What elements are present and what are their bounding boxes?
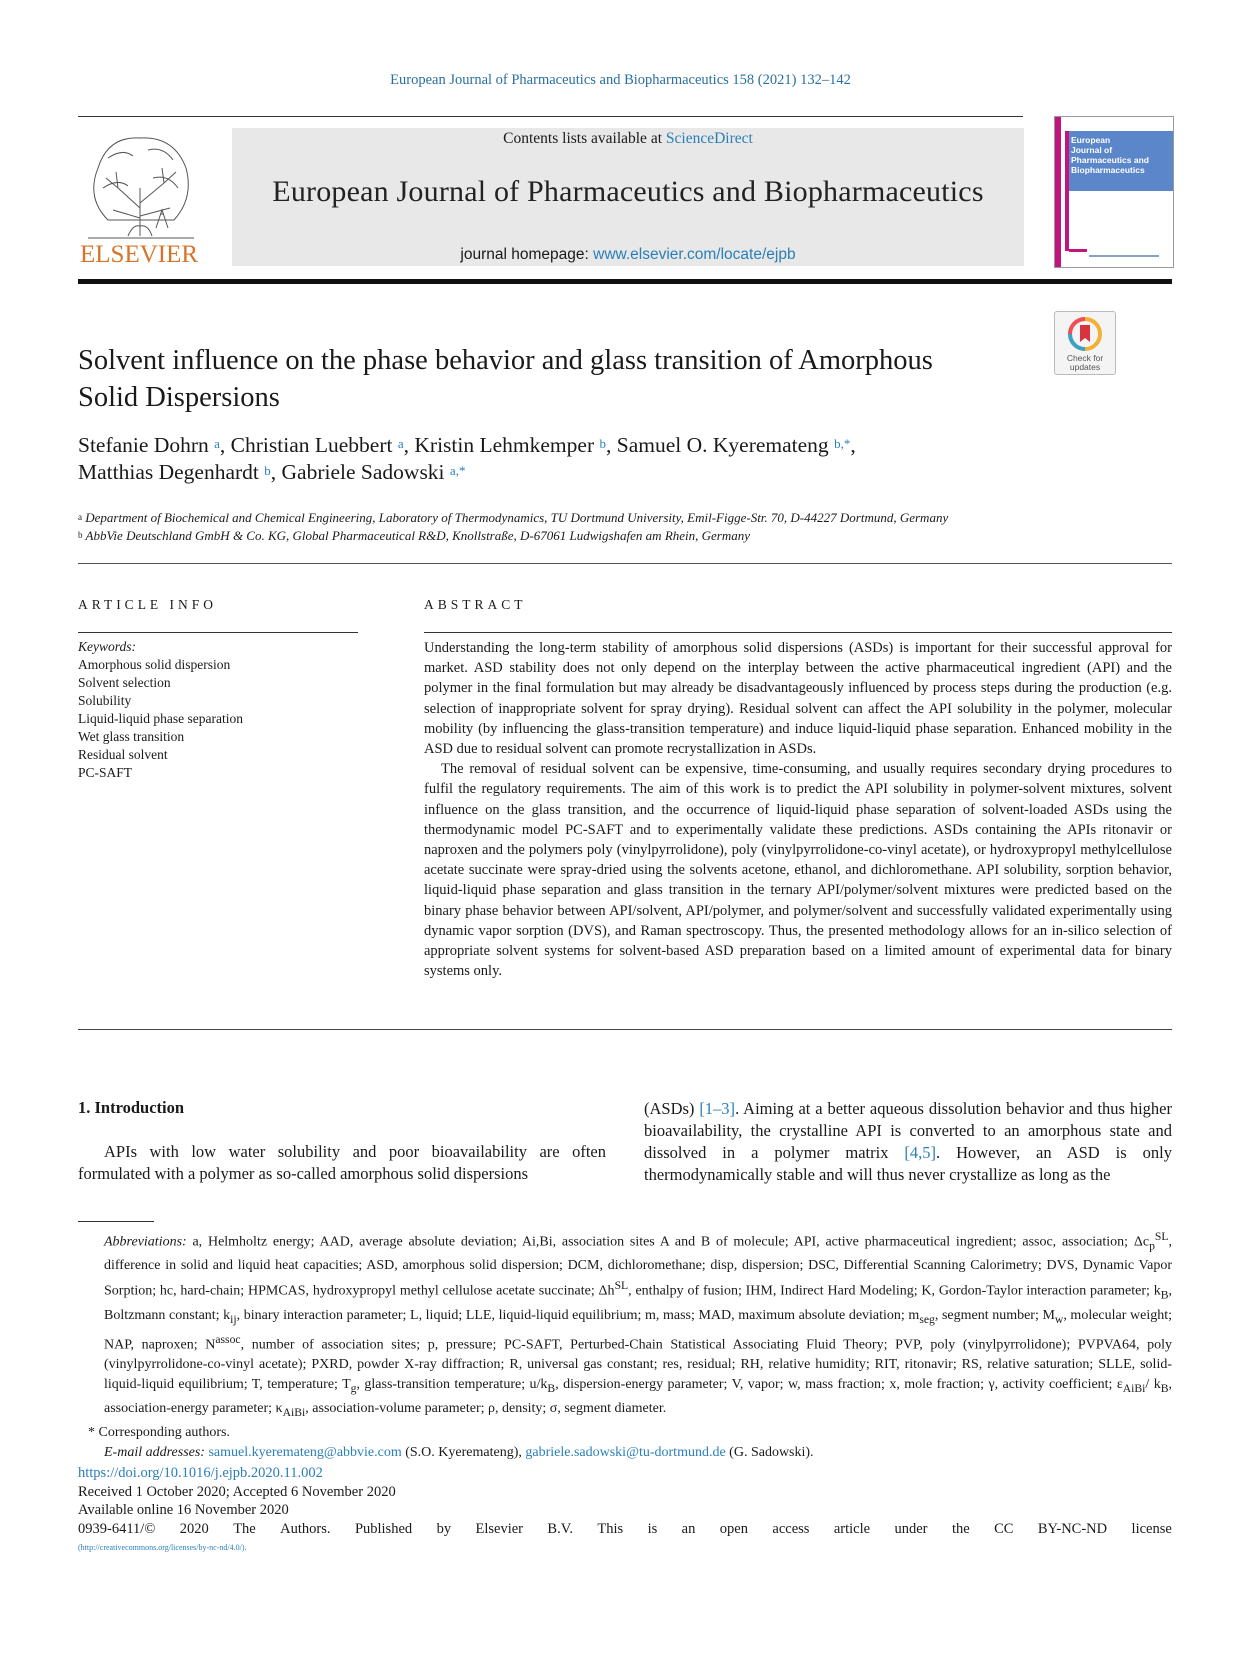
affiliation-text: Department of Biochemical and Chemical Engineering, Laboratory of Thermodynamics, TU Dortmund University, Emil-Figge-Str. 70, D-44227 Dortmund, Germany <box>85 510 949 525</box>
keyword-item: Liquid-liquid phase separation <box>78 711 243 726</box>
license-word: The <box>233 1521 256 1538</box>
abstract-paragraph-2: The removal of residual solvent can be expensive, time-consuming, and usually requires secondary drying procedures to fulfil the regulatory requirements. The aim of this work is to predict the API solubility in polymer-solvent mixtures, solvent influence on the glass transition, and the occurrence of liquid-liquid phase separation of solvent-loaded ASDs using the thermodynamic model PC-SAFT and to experimentally validate these predictions. ASDs containing the APIs ritonavir or naproxen and the polymers poly (vinylpyrrolidone), poly (vinylpyrrolidone-co-vinyl acetate), or hydroxypropyl methylcellulose acetate succinate were spray-dried using the solvents acetone, ethanol, and dichloromethane. API solubility, sorption behavior, liquid-liquid phase separation and glass transition in the ternary API/polymer/solvent mixtures were predicted based on the binary phase behavior between API/solvent, API/polymer, and polymer/solvent and successfully validated experimentally using dynamic vapor sorption (DVS), and Raman spectroscopy. Thus, the presented methodology allows for an in-silico selection of appropriate solvent systems for solvent-based ASD preparation based on a limited amount of experimental data for binary systems only. <box>424 761 1172 980</box>
introduction-left-column: APIs with low water solubility and poor bioavailability are often formulated with a polymer as so-called amorphous solid dispersions <box>78 1142 606 1183</box>
author-name[interactable]: Christian Luebbert <box>230 433 393 457</box>
author-affiliation-mark[interactable]: a,* <box>449 463 466 478</box>
intro-text: . However, an ASD is only thermodynamically stable and will thus never crystallize as long as the <box>644 1143 1172 1184</box>
license-word: article <box>833 1521 871 1538</box>
abbreviations-label: Abbreviations: <box>104 1234 187 1250</box>
license-word: by <box>436 1521 452 1538</box>
sciencedirect-link[interactable]: ScienceDirect <box>665 130 753 147</box>
title-line-1: Solvent influence on the phase behavior and glass transition of Amorphous <box>78 345 933 376</box>
email-footnote <box>78 1443 1172 1463</box>
footnote-rule <box>78 1221 154 1222</box>
license-word: is <box>647 1521 658 1538</box>
abstract-body <box>424 638 1172 981</box>
elsevier-logo <box>78 128 204 266</box>
cover-line-2: Journal of <box>1071 145 1113 155</box>
affiliation-mark: a <box>78 512 82 522</box>
license-word: 2020 <box>179 1521 209 1538</box>
keyword-item: Amorphous solid dispersion <box>78 657 231 672</box>
affiliation-a <box>78 509 1172 527</box>
affiliations <box>78 509 1172 544</box>
license-word: license <box>1131 1521 1172 1538</box>
introduction-right-column <box>644 1098 1172 1186</box>
crossmark-line-1: Check for <box>1066 353 1104 363</box>
license-word: the <box>951 1521 970 1538</box>
crossmark-line-2: updates <box>1069 362 1101 372</box>
affiliation-text: AbbVie Deutschland GmbH & Co. KG, Global Pharmaceutical R&D, Knollstraße, D-67061 Ludwigshafen am Rhein, Germany <box>85 527 751 543</box>
corresponding-footnote: * Corresponding authors. <box>88 1424 230 1440</box>
email-owner: (G. Sadowski). <box>725 1444 814 1460</box>
elsevier-wordmark: ELSEVIER <box>80 241 199 266</box>
intro-text: . Aiming at a better aqueous dissolution behavior and thus higher bioavailability, the crystalline API is converted to an amorphous state and dissolved in a polymer matrix <box>644 1099 1172 1162</box>
keyword-item: Wet glass transition <box>78 729 185 744</box>
doi-link[interactable]: https://doi.org/10.1016/j.ejpb.2020.11.002 <box>78 1465 323 1481</box>
author-name[interactable]: Kristin Lehmkemper <box>414 433 595 457</box>
homepage-link[interactable]: www.elsevier.com/locate/ejpb <box>593 246 796 263</box>
author-separator: , <box>850 433 856 457</box>
license-word: under <box>894 1521 928 1538</box>
author-separator: , <box>270 460 282 484</box>
title-line-2: Solid Dispersions <box>78 382 280 413</box>
keyword-item: Residual solvent <box>78 747 168 762</box>
license-word: open <box>719 1521 748 1538</box>
cover-line-4: Biopharmaceutics <box>1071 165 1145 175</box>
contents-prefix: Contents lists available at <box>503 130 666 147</box>
author-line-1 <box>78 432 1078 459</box>
license-word: Authors. <box>280 1521 331 1538</box>
license-word: Elsevier <box>475 1521 523 1538</box>
online-date: Available online 16 November 2020 <box>78 1502 289 1519</box>
crossmark-icon <box>1055 312 1115 374</box>
author-separator: , <box>403 433 415 457</box>
author-affiliation-mark[interactable]: b,* <box>834 436 851 451</box>
license-word: an <box>681 1521 696 1538</box>
footnotes <box>78 1227 1172 1463</box>
license-word: Published <box>354 1521 413 1538</box>
article-info-rule <box>78 632 358 633</box>
license-word: B.V. <box>547 1521 573 1538</box>
license-word: 0939-6411/© <box>78 1521 156 1538</box>
reference-link[interactable]: [4,5] <box>904 1143 937 1162</box>
keywords-block <box>78 638 358 782</box>
license-line <box>78 1520 1172 1539</box>
publication-info <box>78 1464 1172 1558</box>
keyword-item: PC-SAFT <box>78 765 133 780</box>
license-word: This <box>597 1521 624 1538</box>
homepage-prefix: journal homepage: <box>460 246 594 263</box>
reference-link[interactable]: [1–3] <box>699 1099 736 1118</box>
author-name[interactable]: Matthias Degenhardt <box>78 460 259 484</box>
affiliation-mark: b <box>78 529 83 540</box>
affiliation-b <box>78 527 1172 545</box>
article-title <box>78 342 1038 416</box>
author-line-2 <box>78 459 1078 486</box>
author-list <box>78 432 1078 486</box>
received-dates: Received 1 October 2020; Accepted 6 November 2020 <box>78 1483 396 1500</box>
author-name[interactable]: Gabriele Sadowski <box>281 460 445 484</box>
license-word: BY-NC-ND <box>1037 1521 1108 1538</box>
abstract-paragraph-1: Understanding the long-term stability of amorphous solid dispersions (ASDs) is important for their successful approval for market. ASD stability does not only depend on the interplay between the active pharmaceutical ingredient (API) and the polymer in the final formulation but may already be disadvantageously influenced by process steps during the production (e.g. selection of inappropriate solvent for spray drying). Residual solvent can affect the API solubility in the polymer, molecular mobility (by influencing the glass-transition temperature) and induce liquid-liquid phase separation. Enhanced mobility in the ASD due to residual solvent can promote recrystallization in ASDs. <box>424 640 1172 758</box>
check-for-updates-badge[interactable] <box>1054 311 1116 375</box>
affiliation-rule <box>78 563 1172 564</box>
email-link[interactable]: samuel.kyeremateng@abbvie.com <box>208 1444 402 1460</box>
abbreviations-footnote: Abbreviations: a, Helmholtz energy; AAD, average absolute deviation; Ai,Bi, association sites A and B of molecule; API, active pharmaceutical ingredient; assoc, association; $\Delta c_p^{SL}$, difference in solid and liquid heat capacities; ASD, amorphous solid dispersion; DCM, dichloromethane; disp, dispersion; DSC, Differential Scanning Calorimetry; DVS, Dynamic Vapor Sorption; hc, hard-chain; HPMCAS, hydroxypropyl methyl cellulose acetate succinate; $\Delta h^{SL}$, enthalpy of fusion; IHM, Indirect Hard Modeling; K, Gordon-Taylor interaction parameter; $k_B$, Boltzmann constant; $k_{ij}$, binary interaction parameter; L, liquid; LLE, liquid-liquid equilibrium; m, mass; MAD, maximum absolute deviation; $m_{seg}$, segment number; $M_w$, molecular weight; NAP, naproxen; $N^{assoc}$, number of association sites; p, pressure; PC-SAFT, Perturbed-Chain Statistical Associating Fluid Theory; PVP, poly (vinylpyrrolidone); PVPVA64, poly (vinylpyrrolidone-co-vinyl acetate); PXRD, powder X-ray diffraction; R, universal gas constant; res, residual; RH, relative humidity; RIT, ritonavir; RS, relative saturation; SLLE, solid-liquid-liquid equilibrium; T, temperature; $T_g$, glass-transition temperature; $u/k_B$, dispersion-energy parameter; V, vapor; w, mass fraction; x, mole fraction; γ, activity coefficient; $\varepsilon_{AiBi}/$ $k_B$, association-energy parameter; $\kappa_{AiBi}$, association-volume parameter; ρ, density; σ, segment diameter. <box>104 1230 1173 1419</box>
cover-image-icon <box>1055 117 1173 267</box>
intro-text: (ASDs) <box>644 1099 700 1118</box>
keyword-item: Solvent selection <box>78 675 171 690</box>
author-affiliation-mark[interactable]: b <box>599 436 606 451</box>
introduction-heading: 1. Introduction <box>78 1098 185 1117</box>
journal-name: European Journal of Pharmaceutics and Biopharmaceutics <box>272 175 984 208</box>
license-word: access <box>772 1521 810 1538</box>
abstract-rule <box>424 632 1172 633</box>
journal-cover-thumbnail[interactable] <box>1054 116 1174 268</box>
author-affiliation-mark[interactable]: b <box>264 463 271 478</box>
article-info-heading: ARTICLE INFO <box>78 597 218 612</box>
elsevier-tree-icon <box>78 128 204 266</box>
license-url-link[interactable]: (http://creativecommons.org/licenses/by-nc-nd/4.0/). <box>78 1542 247 1552</box>
abstract-end-rule <box>78 1029 1172 1030</box>
journal-citation[interactable]: European Journal of Pharmaceutics and Biopharmaceutics 158 (2021) 132–142 <box>390 72 851 88</box>
author-name[interactable]: Samuel O. Kyeremateng <box>616 433 829 457</box>
author-name[interactable]: Stefanie Dohrn <box>78 433 209 457</box>
homepage-line <box>232 246 1024 264</box>
cover-line-1: European <box>1071 135 1111 145</box>
header-rule <box>78 116 1023 117</box>
email-owner: (S.O. Kyeremateng), <box>401 1444 526 1460</box>
author-separator: , <box>605 433 617 457</box>
email-link[interactable]: gabriele.sadowski@tu-dortmund.de <box>525 1444 726 1460</box>
abstract-heading: ABSTRACT <box>424 597 527 612</box>
keyword-item: Solubility <box>78 693 132 708</box>
cover-line-3: Pharmaceutics and <box>1071 155 1149 165</box>
contents-line <box>232 130 1024 148</box>
author-separator: , <box>219 433 231 457</box>
license-word: CC <box>994 1521 1014 1538</box>
author-affiliation-mark[interactable]: a <box>214 436 220 451</box>
keywords-label: Keywords: <box>78 639 136 654</box>
header-thick-rule <box>78 279 1172 284</box>
author-affiliation-mark[interactable]: a <box>397 436 404 451</box>
email-label: E-mail addresses: <box>104 1444 205 1460</box>
